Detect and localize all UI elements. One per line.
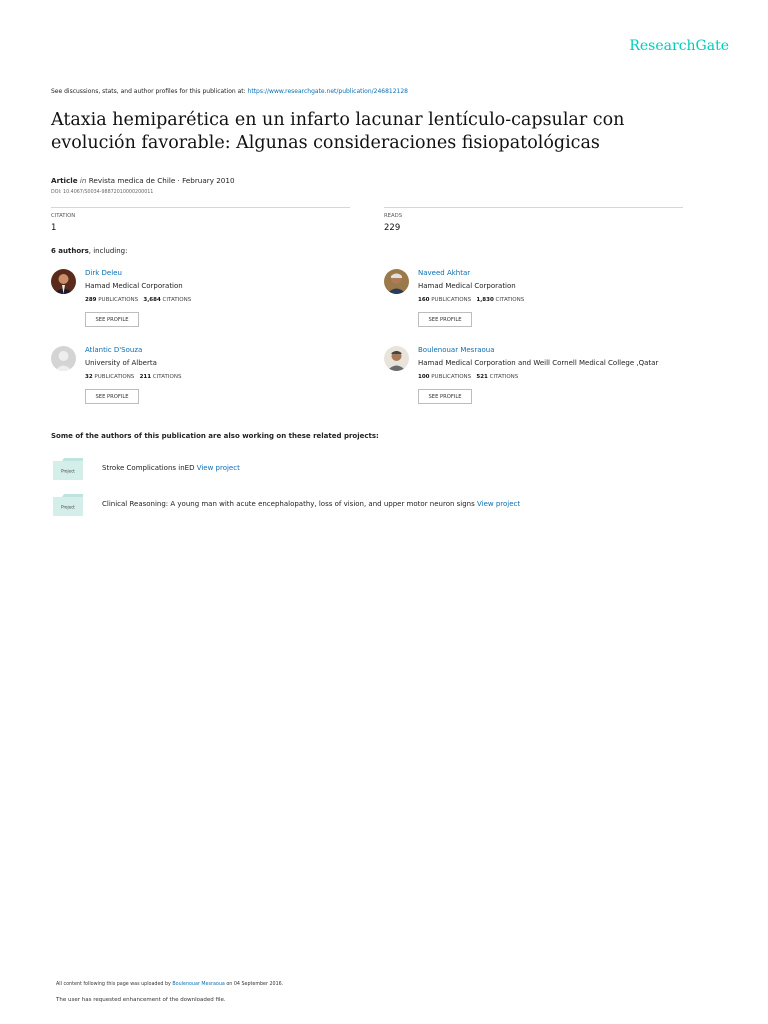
publications-label: PUBLICATIONS	[98, 297, 139, 303]
upload-notice	[56, 982, 283, 987]
project-title: Stroke Complications inED	[102, 464, 197, 472]
reads-label: READS	[384, 213, 403, 219]
citation-count: 3,684	[143, 297, 161, 303]
authors-suffix: , including:	[88, 247, 128, 255]
project-item	[102, 464, 240, 472]
citation-count: 1,830	[476, 297, 494, 303]
citations-label: CITATIONS	[152, 374, 182, 380]
author-affiliation: Hamad Medical Corporation	[85, 282, 183, 290]
upload-suffix: on 04 September 2016.	[224, 982, 284, 987]
author-card	[51, 346, 371, 408]
citations-label: CITATIONS	[489, 374, 519, 380]
author-stats	[418, 374, 518, 380]
author-affiliation: University of Alberta	[85, 359, 157, 367]
authors-header	[51, 247, 127, 255]
author-affiliation: Hamad Medical Corporation and Weill Cornell Medical College ,Qatar	[418, 359, 659, 367]
view-project-link[interactable]: View project	[477, 500, 521, 508]
related-projects-header: Some of the authors of this publication are also working on these related projects:	[51, 432, 379, 440]
view-project-link[interactable]: View project	[196, 464, 240, 472]
authors-count: 6 authors	[51, 247, 89, 255]
author-name[interactable]: Dirk Deleu	[85, 269, 122, 277]
see-profile-button[interactable]: SEE PROFILE	[85, 389, 139, 404]
researchgate-logo[interactable]: ResearchGate	[629, 38, 729, 54]
publication-link[interactable]: https://www.researchgate.net/publication/246812128	[247, 88, 408, 95]
publications-label: PUBLICATIONS	[94, 374, 135, 380]
avatar[interactable]	[51, 269, 76, 294]
publication-count: 100	[418, 374, 430, 380]
doi: DOI: 10.4067/S0034-98872010000200011	[51, 190, 154, 195]
project-title: Clinical Reasoning: A young man with acute encephalopathy, loss of vision, and upper motor neuron signs	[102, 500, 477, 508]
citations-label: CITATIONS	[495, 297, 525, 303]
publication-count: 32	[85, 374, 93, 380]
publication-meta	[51, 176, 235, 185]
default-avatar-icon[interactable]	[51, 346, 76, 371]
citation-value: 1	[51, 223, 57, 233]
in-label: in	[79, 176, 87, 185]
citations-label: CITATIONS	[162, 297, 192, 303]
project-folder-icon	[53, 494, 83, 512]
publications-label: PUBLICATIONS	[431, 374, 472, 380]
author-card	[384, 346, 704, 408]
publication-count: 160	[418, 297, 430, 303]
project-item	[102, 500, 520, 508]
author-stats	[85, 297, 191, 303]
author-stats	[418, 297, 524, 303]
citation-count: 211	[139, 374, 152, 380]
uploader-link[interactable]: Boulenouar Mesraoua	[172, 982, 225, 987]
citation-label: CITATION	[51, 213, 76, 219]
citation-count: 521	[476, 374, 488, 380]
author-name[interactable]: Boulenouar Mesraoua	[418, 346, 495, 354]
author-affiliation: Hamad Medical Corporation	[418, 282, 516, 290]
enhancement-notice: The user has requested enhancement of the downloaded file.	[56, 997, 226, 1003]
author-name[interactable]: Naveed Akhtar	[418, 269, 471, 277]
project-icon-label: Project	[61, 504, 75, 510]
publication-title: Ataxia hemiparética en un infarto lacunar lentículo-capsular con evolución favorable: Algunas consideraciones fisiopatológicas	[51, 110, 625, 153]
reads-value: 229	[384, 223, 401, 233]
author-card	[51, 269, 371, 331]
reads-divider	[384, 207, 683, 208]
project-icon-label: Project	[61, 468, 75, 474]
author-name[interactable]: Atlantic D'Souza	[85, 346, 143, 354]
article-type: Article	[51, 176, 78, 185]
publications-label: PUBLICATIONS	[431, 297, 472, 303]
author-card	[384, 269, 704, 331]
see-profile-button[interactable]: SEE PROFILE	[418, 389, 472, 404]
see-profile-button[interactable]: SEE PROFILE	[85, 312, 139, 327]
upload-prefix: All content following this page was uploaded by	[56, 982, 173, 987]
author-stats	[85, 374, 181, 380]
see-profile-button[interactable]: SEE PROFILE	[418, 312, 472, 327]
citation-divider	[51, 207, 350, 208]
discussion-notice	[51, 88, 408, 95]
discussion-prefix: See discussions, stats, and author profiles for this publication at:	[51, 88, 248, 95]
avatar[interactable]	[384, 269, 409, 294]
avatar[interactable]	[384, 346, 409, 371]
journal-date[interactable]: Revista medica de Chile · February 2010	[88, 176, 235, 185]
project-folder-icon	[53, 458, 83, 476]
publication-count: 289	[85, 297, 97, 303]
